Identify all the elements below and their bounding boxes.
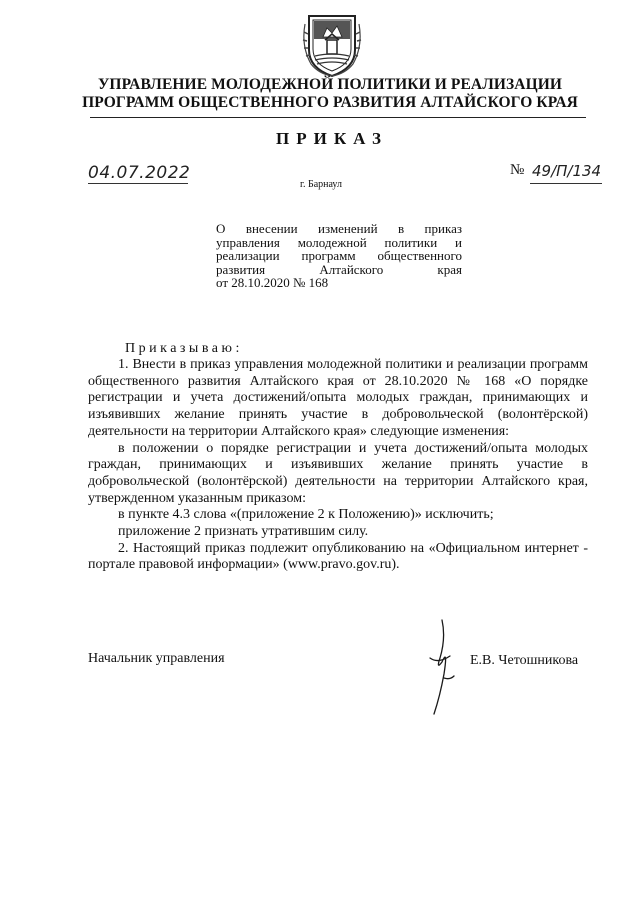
subject-line: управления молодежной политики и [216,234,462,250]
city: г. Барнаул [300,179,342,190]
date-underline [88,183,188,184]
signatory-name: Е.В. Четошникова [470,653,579,668]
paragraph: приложение 2 признать утратившим силу. [118,524,369,540]
header-divider [90,117,586,118]
paragraph: 1. Внести в приказ управления молодежной политики и реализации программ общественного развития Алтайского края от 28.10.2020 № 168 «О порядке регистрации и учета достижений/опыта молодых граждан, принимающих и изъявивших желание принять участие в добровольческой (волонтёрской) деятельности на территории Алтайского края» следующие изменения: [88,357,588,439]
subject-line: О внесении изменений в приказ [216,221,462,236]
subject-line: реализации программ общественного [216,248,462,263]
order-word: Приказываю: [125,341,243,356]
document-subject [216,222,462,290]
number-underline [530,183,602,184]
document-date: 04.07.2022 [88,163,191,183]
organization-name-line-1: УПРАВЛЕНИЕ МОЛОДЕЖНОЙ ПОЛИТИКИ И РЕАЛИЗАЦИИ [97,76,563,93]
altai-krai-coat-of-arms-icon [301,10,363,78]
paragraph: в пункте 4.3 слова «(приложение 2 к Положению)» исключить; [118,507,494,523]
handwritten-signature-icon [420,618,464,716]
document-number: 49/П/134 [532,162,602,180]
subject-line: от 28.10.2020 № 168 [216,275,329,290]
organization-name-line-2: ПРОГРАММ ОБЩЕСТВЕННОГО РАЗВИТИЯ АЛТАЙСКОГО КРАЯ [82,94,578,111]
paragraph: в положении о порядке регистрации и учета достижений/опыта молодых граждан, принимающих и изъявивших желание принять участие в добровольческой (волонтёрской) деятельности на территории Алтайского края, утвержденном указанным приказом: [88,440,588,506]
document-title: ПРИКАЗ [276,129,388,148]
signatory-position: Начальник управления [88,651,225,666]
number-sign: № [510,162,525,178]
document-body [88,357,588,574]
paragraph: 2. Настоящий приказ подлежит опубликованию на «Официальном интернет - портале правовой информации» (www.pravo.gov.ru). [88,540,588,573]
subject-line: развития Алтайского края [216,261,462,277]
